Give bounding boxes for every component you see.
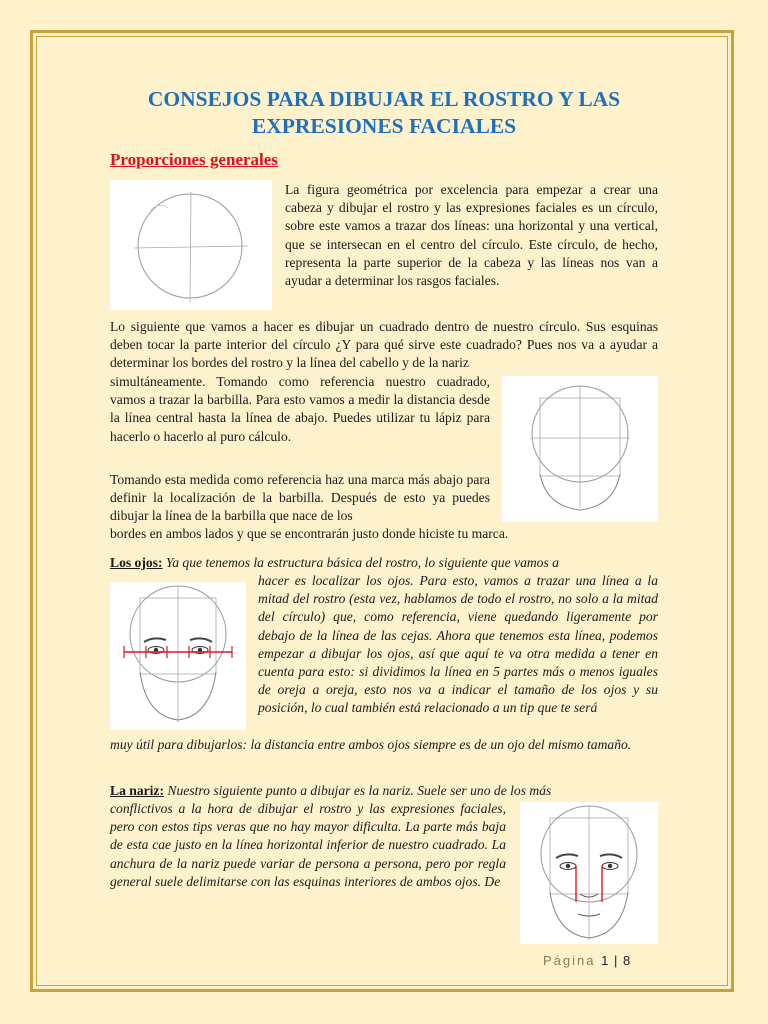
paragraph-measure bbox=[110, 471, 490, 526]
eyes-first-text: Ya que tenemos la estructura básica del rostro, lo siguiente que vamos a bbox=[165, 555, 559, 570]
footer-total-pages: 8 bbox=[622, 953, 631, 968]
footer-page-word: Página bbox=[543, 953, 596, 968]
eyes-side-text: hacer es localizar los ojos. Para esto, vamos a trazar una línea a la mitad del rostro (esta vez, hablamos de todo el rostro, no solo a la mitad del círculo) que, como referencia, viene quedando ligeramente por debajo de la línea de las cejas. Ahora que tenemos esta línea, podemos empezar a dibujar los ojos, así que aquí te va otra medida a tener en cuenta para esto: si dividimos la línea en 5 partes más o menos iguales de oreja a oreja, esto nos va a indicar el tamaño de los ojos y su posición, lo cual también está relacionado a un tip que te será bbox=[258, 573, 658, 716]
nose-first-text: Nuestro siguiente punto a dibujar es la nariz. Suele ser uno de los más bbox=[167, 783, 552, 798]
paragraph-measure-text: Tomando esta medida como referencia haz una marca más abajo para definir la localización de la barbilla. Después de esto ya puedes dibujar la línea de la barbilla que nace de los bbox=[110, 472, 490, 524]
figure-head-outline bbox=[502, 376, 658, 522]
paragraph-eyes-end bbox=[110, 736, 658, 754]
eyes-label: Los ojos: bbox=[110, 555, 163, 570]
footer-separator: | bbox=[613, 953, 618, 968]
paragraph-eyes-first bbox=[110, 554, 658, 572]
paragraph-square-text: Lo siguiente que vamos a hacer es dibujar un cuadrado dentro de nuestro círculo. Sus esquinas deben tocar la parte interior del círculo ¿Y para qué sirve este cuadrado? Pues nos va a ayudar a determinar los bordes del rostro y la línea del cabello y de la nariz bbox=[110, 319, 658, 371]
paragraph-measure-end-text: bordes en ambos lados y que se encontrarán justo donde hiciste tu marca. bbox=[110, 526, 509, 541]
footer-page-number: 1 bbox=[601, 953, 609, 968]
nose-drawing bbox=[520, 802, 658, 944]
paragraph-nose-side bbox=[110, 800, 506, 891]
page-footer bbox=[543, 953, 630, 968]
head-outline-drawing bbox=[502, 376, 658, 522]
paragraph-square bbox=[110, 318, 658, 373]
nose-label: La nariz: bbox=[110, 783, 164, 798]
paragraph-chin-text: simultáneamente. Tomando como referencia nuestro cuadrado, vamos a trazar la barbilla. Para esto vamos a medir la distancia desde la línea central hasta la línea de abajo. Puedes utilizar tu lápiz para hacerlo o hacerlo al puro cálculo. bbox=[110, 374, 490, 444]
page-title: CONSEJOS PARA DIBUJAR EL ROSTRO Y LAS EXPRESIONES FACIALES bbox=[147, 87, 621, 138]
circle-guide-drawing bbox=[110, 180, 272, 310]
paragraph-nose-first bbox=[110, 782, 658, 800]
figure-circle-guide bbox=[110, 180, 272, 310]
paragraph-eyes-side bbox=[258, 572, 658, 718]
figure-nose bbox=[520, 802, 658, 944]
eyes-drawing bbox=[110, 582, 246, 730]
paragraph-intro-text: La figura geométrica por excelencia para empezar a crear una cabeza y dibujar el rostro y las expresiones faciales es un círculo, sobre este vamos a trazar dos líneas: una horizontal y una vertical, que se intersecan en el centro del círculo. Este círculo, de hecho, representa la parte superior de la cabeza y las líneas nos van a ayudar a determinar los rasgos faciales. bbox=[285, 182, 658, 289]
paragraph-chin bbox=[110, 373, 490, 446]
eyes-end-text: muy útil para dibujarlos: la distancia entre ambos ojos siempre es de un ojo del mismo tamaño. bbox=[110, 737, 632, 752]
paragraph-measure-end bbox=[110, 525, 658, 543]
nose-side-text: conflictivos a la hora de dibujar el rostro y las expresiones faciales, pero con estos tips veras que no hay mayor dificulta. La parte más baja de esta cae justo en la línea horizontal inferior de nuestro cuadrado. La anchura de la nariz puede variar de persona a persona, pero por regla general suele delimitarse con las esquinas interiores de ambos ojos. De bbox=[110, 801, 506, 889]
paragraph-intro bbox=[285, 181, 658, 290]
figure-eyes bbox=[110, 582, 246, 730]
section-heading-proporciones: Proporciones generales bbox=[110, 150, 278, 169]
